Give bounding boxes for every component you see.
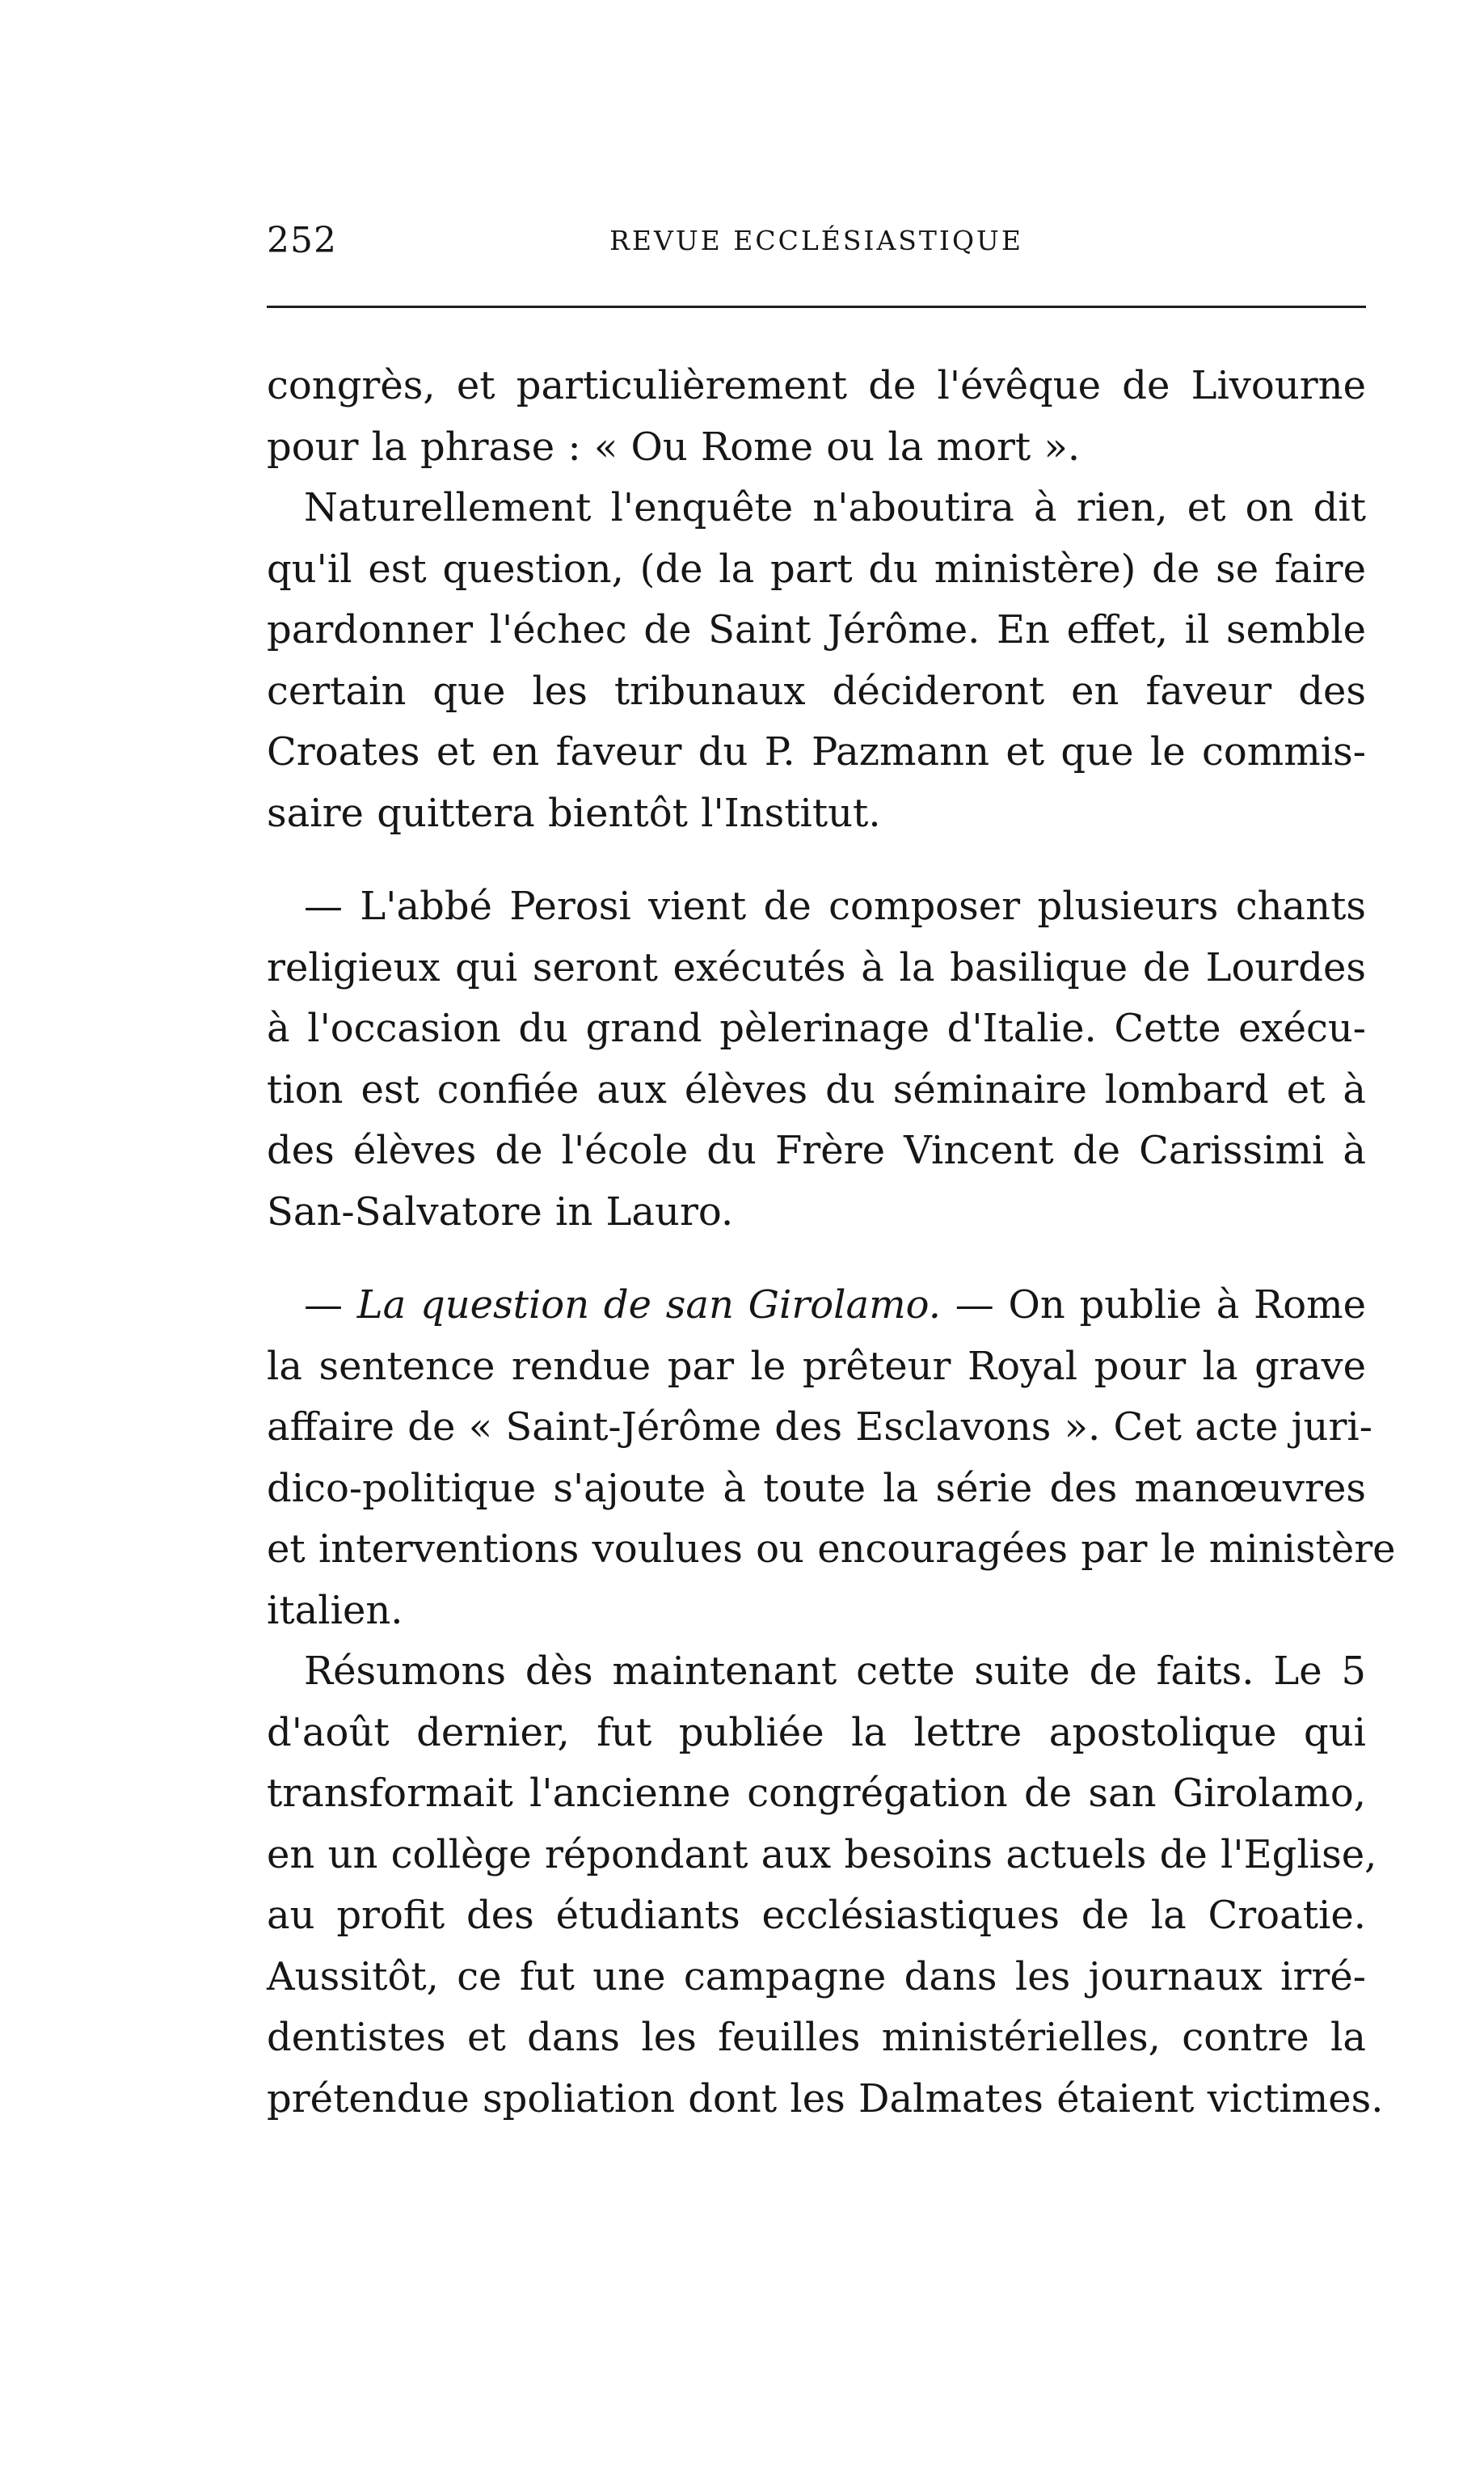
running-head [267,217,1366,265]
text-line: en un collège répondant aux besoins actuels de l'Eglise, [267,1831,1377,1877]
text-line: d'août dernier, fut publiée la lettre apostolique qui [267,1709,1366,1755]
body-text [267,356,1396,2130]
paragraph-enquete [267,478,1366,844]
text-line: saire quittera bientôt l'Institut. [267,790,881,836]
section-heading: La question de san Girolamo. [356,1282,941,1328]
paragraph-san-girolamo [267,1275,1396,1641]
paragraph-gap [267,1243,1366,1275]
text-line: tion est confiée aux élèves du séminaire lombard et à [267,1066,1366,1112]
text-line: dentistes et dans les feuilles ministérielles, contre la [267,2015,1366,2060]
text-line: et interventions voulues ou encouragées par le ministère [267,1526,1396,1572]
lead-prefix: — [304,1282,357,1328]
text-line: Résumons dès maintenant cette suite de faits. Le 5 [304,1649,1366,1694]
running-title: REVUE ECCLÉSIASTIQUE [609,225,1023,256]
text-line: pardonner l'échec de Saint Jérôme. En effet, il semble [267,607,1366,652]
lead-suffix: — On publie à Rome [940,1282,1367,1328]
text-line: prétendue spoliation dont les Dalmates étaient victimes. [267,2075,1384,2121]
paragraph-resumons [267,1641,1384,2130]
text-line: pour la phrase : « Ou Rome ou la mort ». [267,424,1081,470]
text-line: au profit des étudiants ecclésiastiques de la Croatie. [267,1893,1366,1938]
text-line: des élèves de l'école du Frère Vincent de Carissimi à [267,1128,1366,1173]
text-line: religieux qui seront exécutés à la basilique de Lourdes [267,944,1366,990]
text-line: dico-politique s'ajoute à toute la série des manœuvres [267,1465,1366,1511]
text-line: affaire de « Saint-Jérôme des Esclavons ». Cet acte juri- [267,1404,1372,1450]
paragraph-gap [267,844,1366,876]
paragraph-continuation [267,356,1366,478]
text-line: certain que les tribunaux décideront en faveur des [267,668,1366,714]
text-line: Aussitôt, ce fut une campagne dans les journaux irré- [267,1953,1366,1999]
text-line: Naturellement l'enquête n'aboutira à rien, et on dit [304,485,1366,530]
text-line: congrès, et particulièrement de l'évêque de Livourne [267,363,1366,408]
text-line: San-Salvatore in Lauro. [267,1188,734,1235]
header-rule [267,306,1366,308]
text-line: la sentence rendue par le prêteur Royal pour la grave [267,1343,1366,1389]
paragraph-perosi [267,876,1366,1243]
text-line [267,1275,1366,1336]
text-line: — L'abbé Perosi vient de composer plusieurs chants [304,884,1366,929]
text-line: à l'occasion du grand pèlerinage d'Italie. Cette exécu- [267,1006,1366,1051]
text-line: qu'il est question, (de la part du ministère) de se faire [267,546,1366,592]
page-number: 252 [267,220,337,261]
text-line: italien. [267,1587,403,1633]
text-line: transformait l'ancienne congrégation de san Girolamo, [267,1771,1366,1816]
text-line: Croates et en faveur du P. Pazmann et que le commis- [267,729,1366,775]
